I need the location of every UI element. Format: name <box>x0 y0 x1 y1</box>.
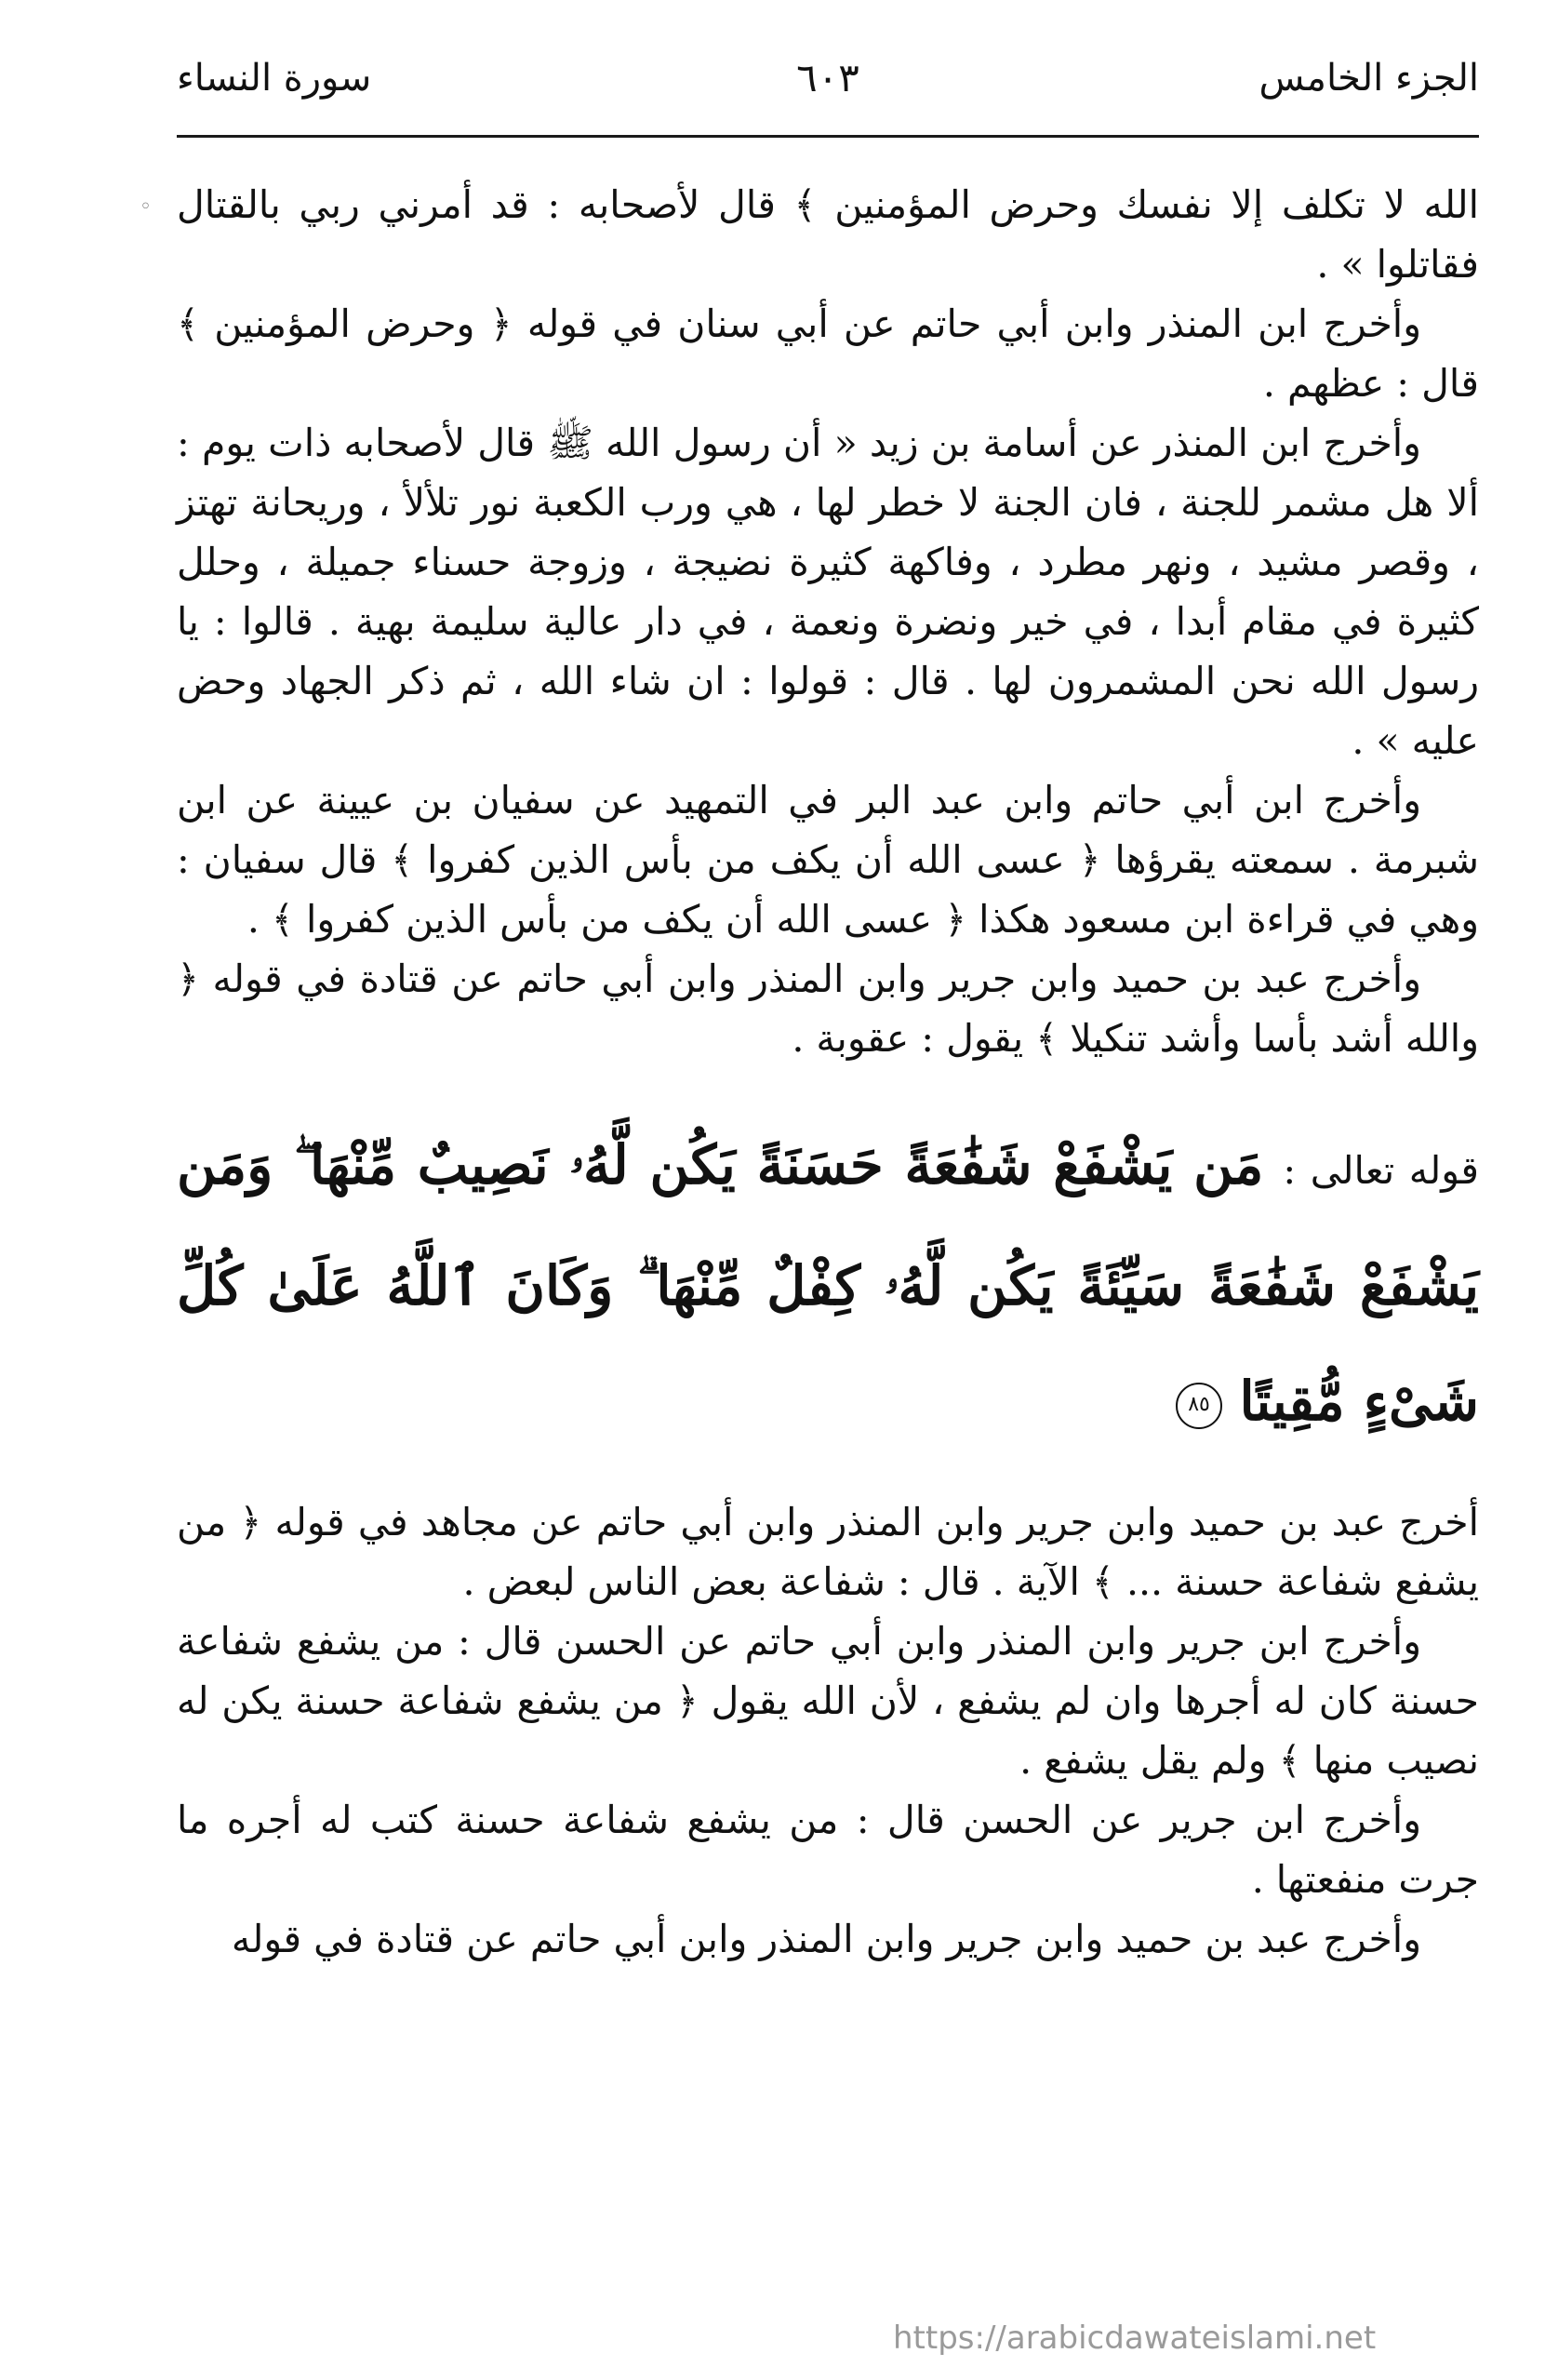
header-surah-title: سورة النساء <box>177 57 372 100</box>
verse-number-marker: ٨٥ <box>1176 1383 1222 1429</box>
paragraph: وأخرج ابن أبي حاتم وابن عبد البر في التمهيد عن سفيان بن عيينة عن ابن شبرمة . سمعته يقرؤها ﴿ عسى الله أن يكف من بأس الذين كفروا ﴾ قال سفيان : وهي في قراءة ابن مسعود هكذا ﴿ عسى الله أن يكف من بأس الذين كفروا ﴾ . <box>177 778 1479 942</box>
paragraph: وأخرج عبد بن حميد وابن جرير وابن المنذر وابن أبي حاتم عن قتادة في قوله ﴿ والله أشد بأسا وأشد تنكيلا ﴾ يقول : عقوبة . <box>177 956 1479 1061</box>
paragraph: وأخرج ابن المنذر وابن أبي حاتم عن أبي سنان في قوله ﴿ وحرض المؤمنين ﴾ قال : عظهم . <box>177 301 1479 406</box>
page-body <box>177 175 1479 1969</box>
paragraph: وأخرج عبد بن حميد وابن جرير وابن المنذر وابن أبي حاتم عن قتادة في قوله <box>231 1917 1421 1961</box>
paragraph: الله لا تكلف إلا نفسك وحرض المؤمنين ﴾ قال لأصحابه : قد أمرني ربي بالقتال فقاتلوا » . <box>177 182 1479 287</box>
verse-text: مَن يَشْفَعْ شَفَٰعَةً حَسَنَةً يَكُن لَّهُۥ نَصِيبٌ مِّنْهَا ۖ وَمَن يَشْفَعْ شَفَٰعَةً سَيِّئَةً يَكُن لَّهُۥ كِفْلٌ مِّنْهَا ۗ وَكَانَ ٱللَّهُ عَلَىٰ كُلِّ شَىْءٍ مُّقِيتًا <box>177 1133 1479 1433</box>
paragraph: وأخرج ابن المنذر عن أسامة بن زيد « أن رسول الله ﷺ قال لأصحابه ذات يوم : ألا هل مشمر للجنة ، فان الجنة لا خطر لها ، هي ورب الكعبة نور تلألأ ، وريحانة تهتز ، وقصر مشيد ، ونهر مطرد ، وفاكهة كثيرة نضيجة ، وزوجة حسناء جميلة ، وحلل كثيرة في مقام أبدا ، في خير ونضرة ونعمة ، في دار عالية سليمة بهية . قالوا : يا رسول الله نحن المشمرون لها . قال : قولوا : ان شاء الله ، ثم ذكر الجهاد وحض عليه » . <box>177 421 1479 763</box>
paragraph: أخرج عبد بن حميد وابن جرير وابن المنذر وابن أبي حاتم عن مجاهد في قوله ﴿ من يشفع شفاعة حسنة ... ﴾ الآية . قال : شفاعة بعض الناس لبعض . <box>177 1500 1479 1604</box>
margin-speck: ◦ <box>140 195 152 219</box>
quran-verse <box>177 1107 1479 1459</box>
page-number: ٦٠٣ <box>796 55 859 100</box>
paragraph: وأخرج ابن جرير وابن المنذر وابن أبي حاتم عن الحسن قال : من يشفع شفاعة حسنة كان له أجرها وان لم يشفع ، لأن الله يقول ﴿ من يشفع شفاعة حسنة يكن له نصيب منها ﴾ ولم يقل يشفع . <box>177 1619 1479 1783</box>
header-divider <box>177 135 1479 138</box>
paragraph: وأخرج ابن جرير عن الحسن قال : من يشفع شفاعة حسنة كتب له أجره ما جرت منفعتها . <box>177 1798 1479 1902</box>
verse-label: قوله تعالى : <box>1283 1148 1480 1193</box>
source-watermark: https://arabicdawateislami.net <box>893 2320 1377 2357</box>
header-part-title: الجزء الخامس <box>1259 57 1479 100</box>
running-header <box>177 45 1479 110</box>
